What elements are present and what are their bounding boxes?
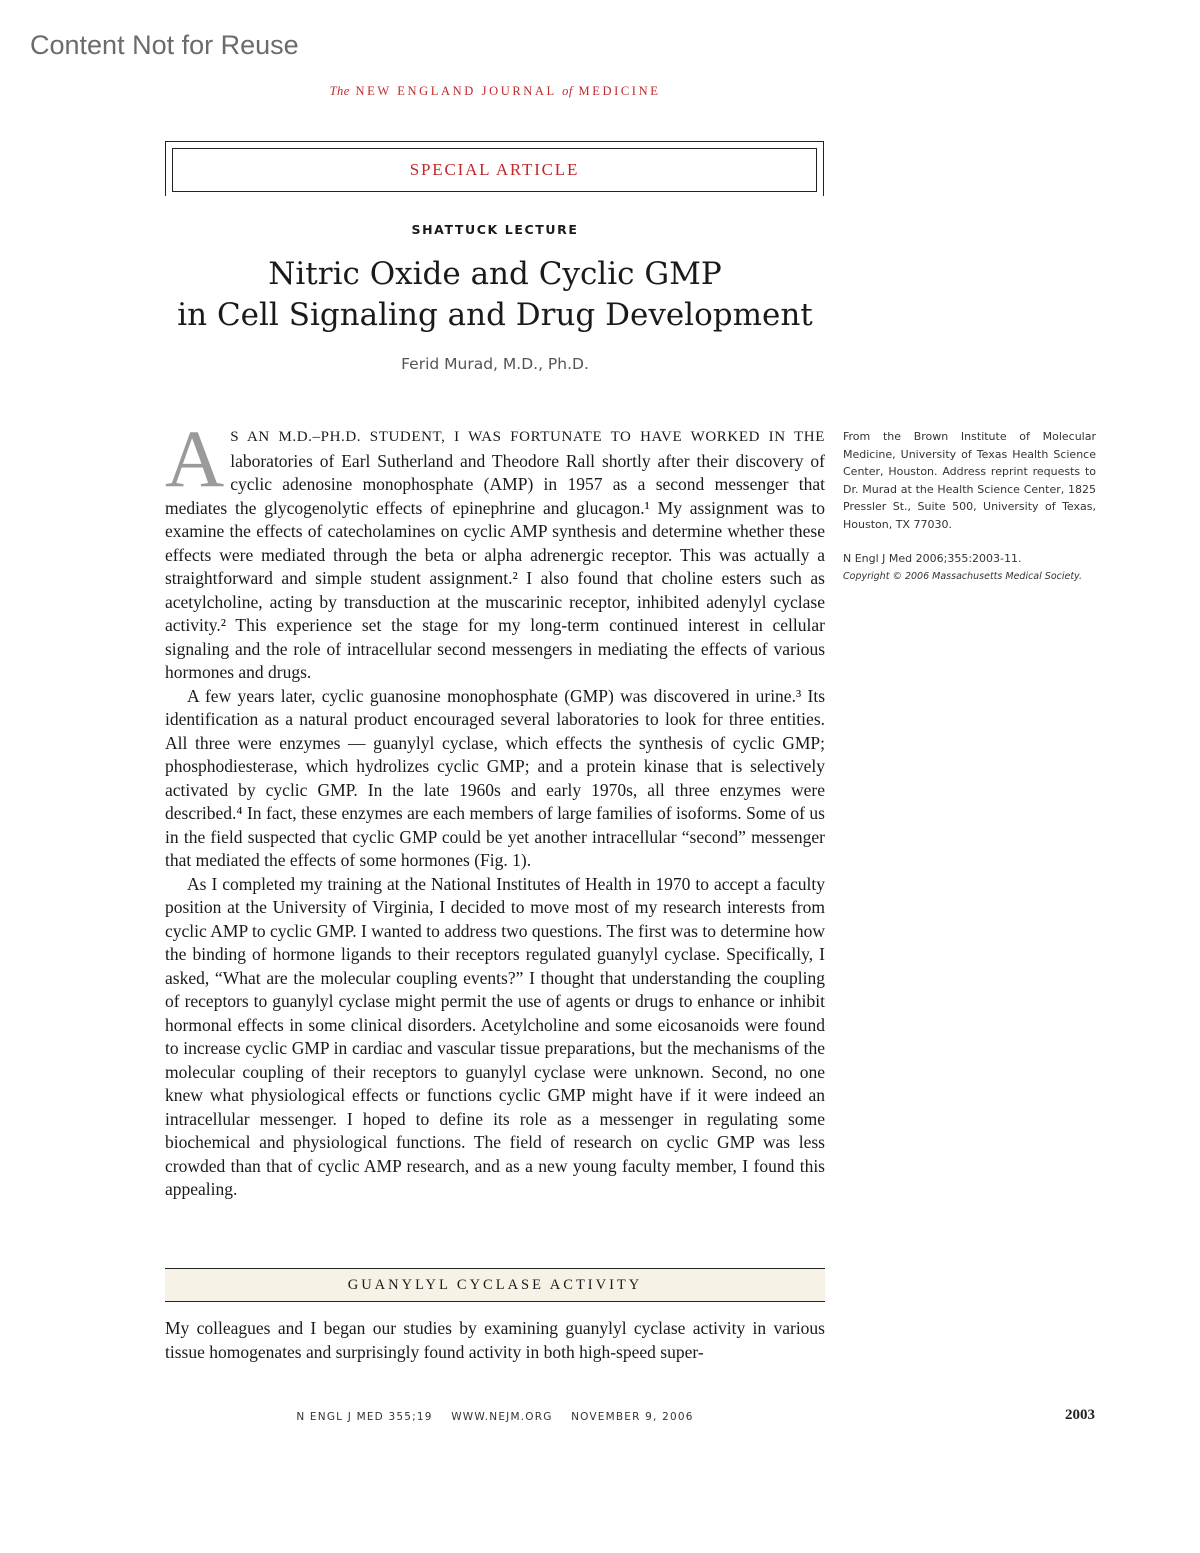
- section-body: [165, 1317, 825, 1364]
- footer-site: WWW.NEJM.ORG: [451, 1411, 553, 1423]
- footer-journal: N ENGL J MED 355;19: [296, 1411, 433, 1423]
- paragraph-1: [165, 413, 825, 685]
- article-type-label: SPECIAL ARTICLE: [409, 160, 580, 179]
- author-byline: Ferid Murad, M.D., Ph.D.: [401, 355, 589, 373]
- page-footer: [165, 1411, 825, 1423]
- citation-line: N Engl J Med 2006;355:2003-11.: [843, 552, 1022, 565]
- special-article-inner-frame: [172, 148, 817, 192]
- special-article-frame: [165, 141, 824, 196]
- running-head-of: of: [562, 84, 573, 98]
- running-head-part1: NEW ENGLAND JOURNAL: [355, 84, 557, 98]
- watermark: Content Not for Reuse: [30, 30, 299, 60]
- section-heading: GUANYLYL CYCLASE ACTIVITY: [347, 1276, 643, 1293]
- lecture-kicker: SHATTUCK LECTURE: [411, 222, 579, 237]
- paragraph-3: As I completed my training at the National Institutes of Health in 1970 to accept a faculty position at the University of Virginia, I decided to move most of my research interests from cyclic AMP to cyclic GMP. I wanted to address two questions. The first was to determine how the binding of hormone ligands to their receptors regulated guanylyl cyclase. Specifically, I asked, “What are the molecular coupling events?” I thought that understanding the coupling of receptors to guanylyl cyclase might permit the use of agents or drugs to enhance or inhibit hormonal effects in some clinical disorders. Acetylcholine and some eicosanoids were found to increase cyclic GMP in cardiac and vascular tissue preparations, but the mechanisms of the molecular coupling of their receptors to guanylyl cyclase were unknown. Second, no one knew what physiological effects or functions cyclic GMP might have if it were indeed an intracellular messenger. I hoped to define its role as a messenger in regulating some biochemical and physiological functions. The field of research on cyclic GMP was less crowded than that of cyclic AMP research, and as a new young faculty member, I found this appealing.: [165, 873, 825, 1199]
- article-title: [165, 254, 825, 336]
- running-head-part2: MEDICINE: [578, 84, 661, 98]
- title-line-1: Nitric Oxide and Cyclic GMP: [268, 256, 722, 292]
- lead-in-caps: S AN M.D.–PH.D. STUDENT, I WAS FORTUNATE TO HAVE WORKED IN THE: [230, 429, 825, 445]
- drop-cap: A: [165, 413, 225, 504]
- article-body: [165, 413, 825, 1202]
- paragraph-2: A few years later, cyclic guanosine monophosphate (GMP) was discovered in urine.³ Its identification as a natural product encouraged several laboratories to look for three entities. All three were enzymes — guanylyl cyclase, which effects the synthesis of cyclic GMP; phosphodiesterase, which hydrolizes cyclic GMP; and a protein kinase that is selectively activated by cyclic GMP. In the late 1960s and early 1970s, all three enzymes were described.⁴ In fact, these enzymes are each members of large families of isoforms. Some of us in the field suspected that cyclic GMP could be yet another intracellular “second” messenger that mediated the effects of some hormones (Fig. 1).: [165, 685, 825, 870]
- author-info-sidebar: [843, 428, 1096, 585]
- paragraph-1-text: laboratories of Earl Sutherland and Theodore Rall shortly after their discovery of cyclic adenosine monophosphate (AMP) in 1957 as a second messenger that mediates the glycogenolytic effects of epinephrine and glucagon.¹ My assignment was to examine the effects of catecholamines on cyclic AMP synthesis and determine whether these effects were mediated through the beta or alpha adrenergic receptor. This was actually a straightforward and simple student assignment.² I also found that choline esters such as acetylcholine, acting by transduction at the muscarinic receptor, inhibited adenylyl cyclase activity.² This experience set the stage for my long-term continued interest in cellular signaling and the role of intracellular second messengers in mediating the effects of various hormones and drugs.: [165, 450, 825, 682]
- copyright-line: Copyright © 2006 Massachusetts Medical Society.: [843, 570, 1082, 582]
- journal-running-head: [165, 84, 825, 99]
- page-number: 2003: [1065, 1407, 1095, 1423]
- section-paragraph-1: My colleagues and I began our studies by examining guanylyl cyclase activity in various tissue homogenates and surprisingly found activity in both high-speed super-: [165, 1318, 825, 1362]
- running-head-the: The: [329, 84, 350, 98]
- title-line-2: in Cell Signaling and Drug Development: [177, 297, 813, 333]
- affiliation-note: From the Brown Institute of Molecular Medicine, University of Texas Health Science Center, Houston. Address reprint requests to Dr. Murad at the Health Science Center, 1825 Pressler St., Suite 500, University of Texas, Houston, TX 77030.: [843, 430, 1096, 531]
- footer-date: NOVEMBER 9, 2006: [571, 1411, 694, 1423]
- section-heading-band: [165, 1268, 825, 1302]
